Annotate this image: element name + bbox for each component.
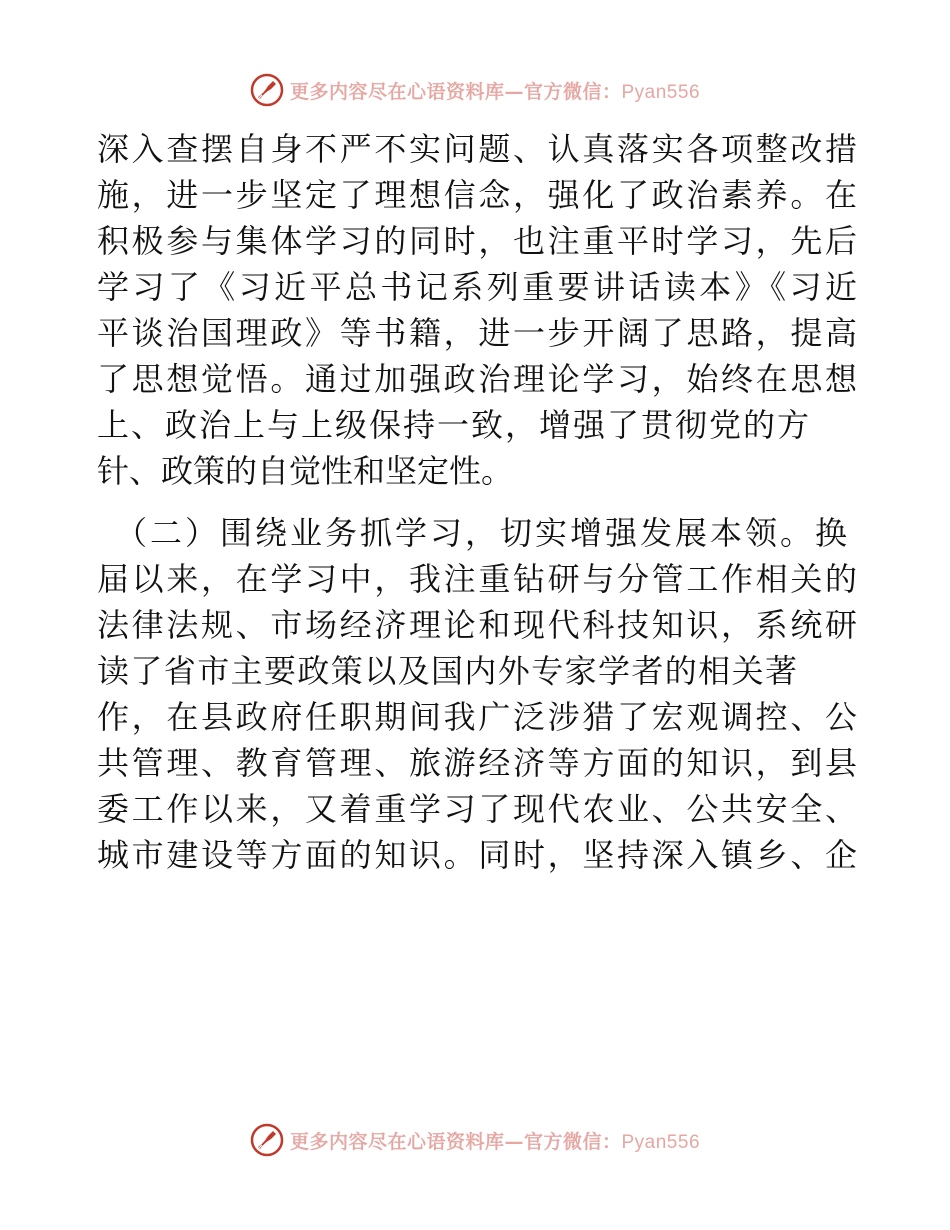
text-line: 积极参与集体学习的同时，也注重平时学习，先后	[97, 222, 857, 260]
banner-text: 更多内容尽在心语资料库—官方微信：Pyan556	[289, 80, 701, 103]
text-line: 平谈治国理政》等书籍，进一步开阔了思路，提高	[97, 314, 857, 352]
text-line: 委工作以来，又着重学习了现代农业、公共安全、	[97, 790, 857, 828]
pen-logo-icon	[250, 73, 284, 107]
header-banner	[0, 70, 950, 110]
pen-logo-icon	[250, 1123, 284, 1157]
wechat-id: Pyan556	[621, 81, 701, 103]
text-line: 了思想觉悟。通过加强政治理论学习，始终在思想	[97, 360, 857, 398]
text-line: 作，在县政府任职期间我广泛涉猎了宏观调控、公	[97, 698, 857, 736]
wechat-id: Pyan556	[621, 1131, 701, 1153]
text-line: 城市建设等方面的知识。同时，坚持深入镇乡、企	[97, 836, 857, 874]
text-line: 法律法规、市场经济理论和现代科技知识，系统研	[97, 606, 857, 644]
text-line: 读了省市主要政策以及国内外专家学者的相关著	[97, 652, 797, 690]
text-line: 针、政策的自觉性和坚定性。	[97, 452, 514, 490]
text-line: 施，进一步坚定了理想信念，强化了政治素养。在	[97, 176, 857, 214]
text-line: 届以来，在学习中，我注重钻研与分管工作相关的	[97, 560, 857, 598]
banner-text: 更多内容尽在心语资料库—官方微信：Pyan556	[289, 1130, 701, 1153]
text-line: 深入查摆自身不严不实问题、认真落实各项整改措	[97, 130, 857, 168]
document-body	[97, 126, 857, 878]
text-line: 学习了《习近平总书记系列重要讲话读本》《习近	[97, 268, 857, 306]
paragraph-2	[97, 510, 857, 878]
text-line: （二）围绕业务抓学习，切实增强发展本领。换	[115, 514, 847, 552]
footer-banner	[0, 1120, 950, 1160]
paragraph-1	[97, 126, 857, 494]
text-line: 上、政治上与上级保持一致，增强了贯彻党的方	[97, 406, 809, 444]
text-line: 共管理、教育管理、旅游经济等方面的知识，到县	[97, 744, 857, 782]
